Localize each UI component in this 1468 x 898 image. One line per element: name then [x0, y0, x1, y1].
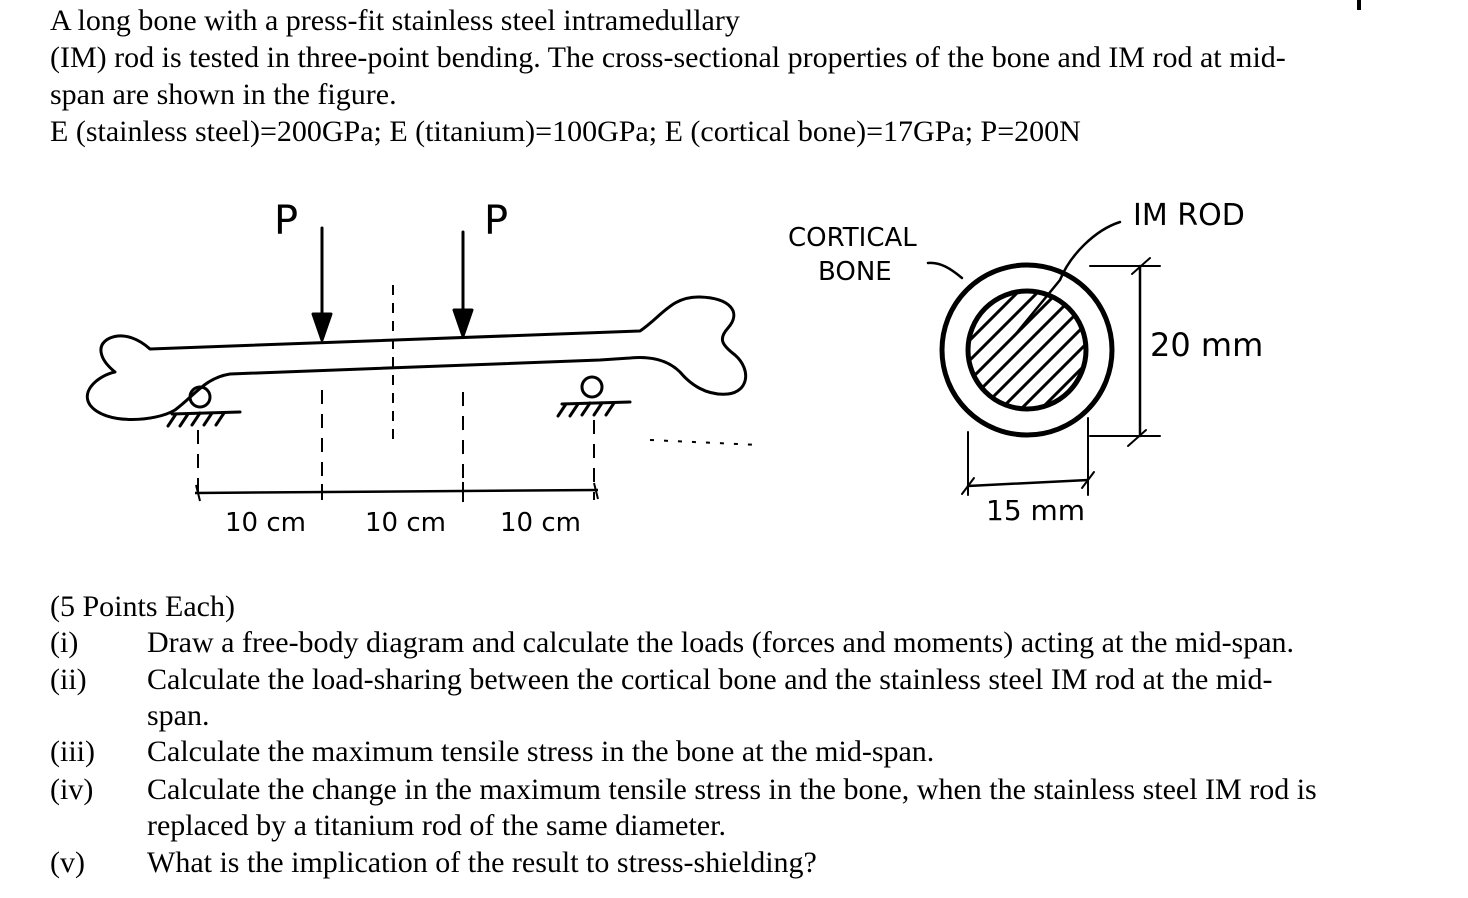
cortical-label-line-1: CORTICAL	[788, 223, 917, 253]
question-item-3	[50, 734, 1450, 770]
question-number: (i)	[50, 626, 79, 659]
bone-outline	[87, 297, 745, 420]
question-item-1	[50, 625, 1450, 661]
dimension-label-2: 10 cm	[365, 508, 446, 538]
question-number: (iii)	[50, 735, 95, 768]
intro-line-3: span are shown in the figure.	[50, 78, 397, 111]
dimension-label-1: 10 cm	[225, 508, 306, 538]
cortical-bone-leader	[928, 263, 962, 278]
question-text: Calculate the maximum tensile stress in the bone at the mid-span.	[147, 735, 935, 768]
question-text: Calculate the load-sharing between the cortical bone and the stainless steel IM rod at the mid-span.	[147, 663, 1273, 732]
points-header: (5 Points Each)	[50, 590, 235, 623]
long-bone-diagram	[87, 228, 745, 426]
intro-line-2: (IM) rod is tested in three-point bending. The cross-sectional properties of the bone and IM rod at mid-	[50, 41, 1286, 74]
question-item-5	[50, 845, 1450, 881]
cortical-label-line-2: BONE	[818, 257, 892, 287]
outer-diameter-label: 20 mm	[1150, 326, 1264, 364]
right-support-roller	[582, 377, 602, 397]
question-number: (iv)	[50, 773, 94, 806]
inner-diameter-label: 15 mm	[986, 494, 1086, 527]
im-rod-circle	[968, 291, 1086, 409]
question-number: (v)	[50, 846, 85, 879]
cross-section-diagram	[928, 222, 1160, 495]
question-text: Calculate the change in the maximum tensile stress in the bone, when the stainless steel IM rod is replaced by a titanium rod of the same diameter.	[147, 773, 1317, 842]
intro-line-1: A long bone with a press-fit stainless steel intramedullary	[50, 4, 740, 37]
question-text: What is the implication of the result to stress-shielding?	[147, 846, 817, 879]
question-number: (ii)	[50, 663, 87, 696]
load-label-right: P	[484, 198, 509, 244]
dimension-label-3: 10 cm	[500, 508, 581, 538]
im-rod-label: IM ROD	[1133, 198, 1245, 233]
question-text: Draw a free-body diagram and calculate the loads (forces and moments) acting at the mid-span.	[147, 626, 1295, 659]
intro-line-4: E (stainless steel)=200GPa; E (titanium)=100GPa; E (cortical bone)=17GPa; P=200N	[50, 115, 1081, 148]
span-dimension-line	[195, 490, 598, 493]
inner-diameter-dimension	[968, 480, 1088, 486]
load-label-left: P	[274, 198, 299, 244]
question-item-2	[50, 662, 1450, 734]
guide-lines	[195, 285, 760, 505]
question-item-4	[50, 772, 1450, 844]
